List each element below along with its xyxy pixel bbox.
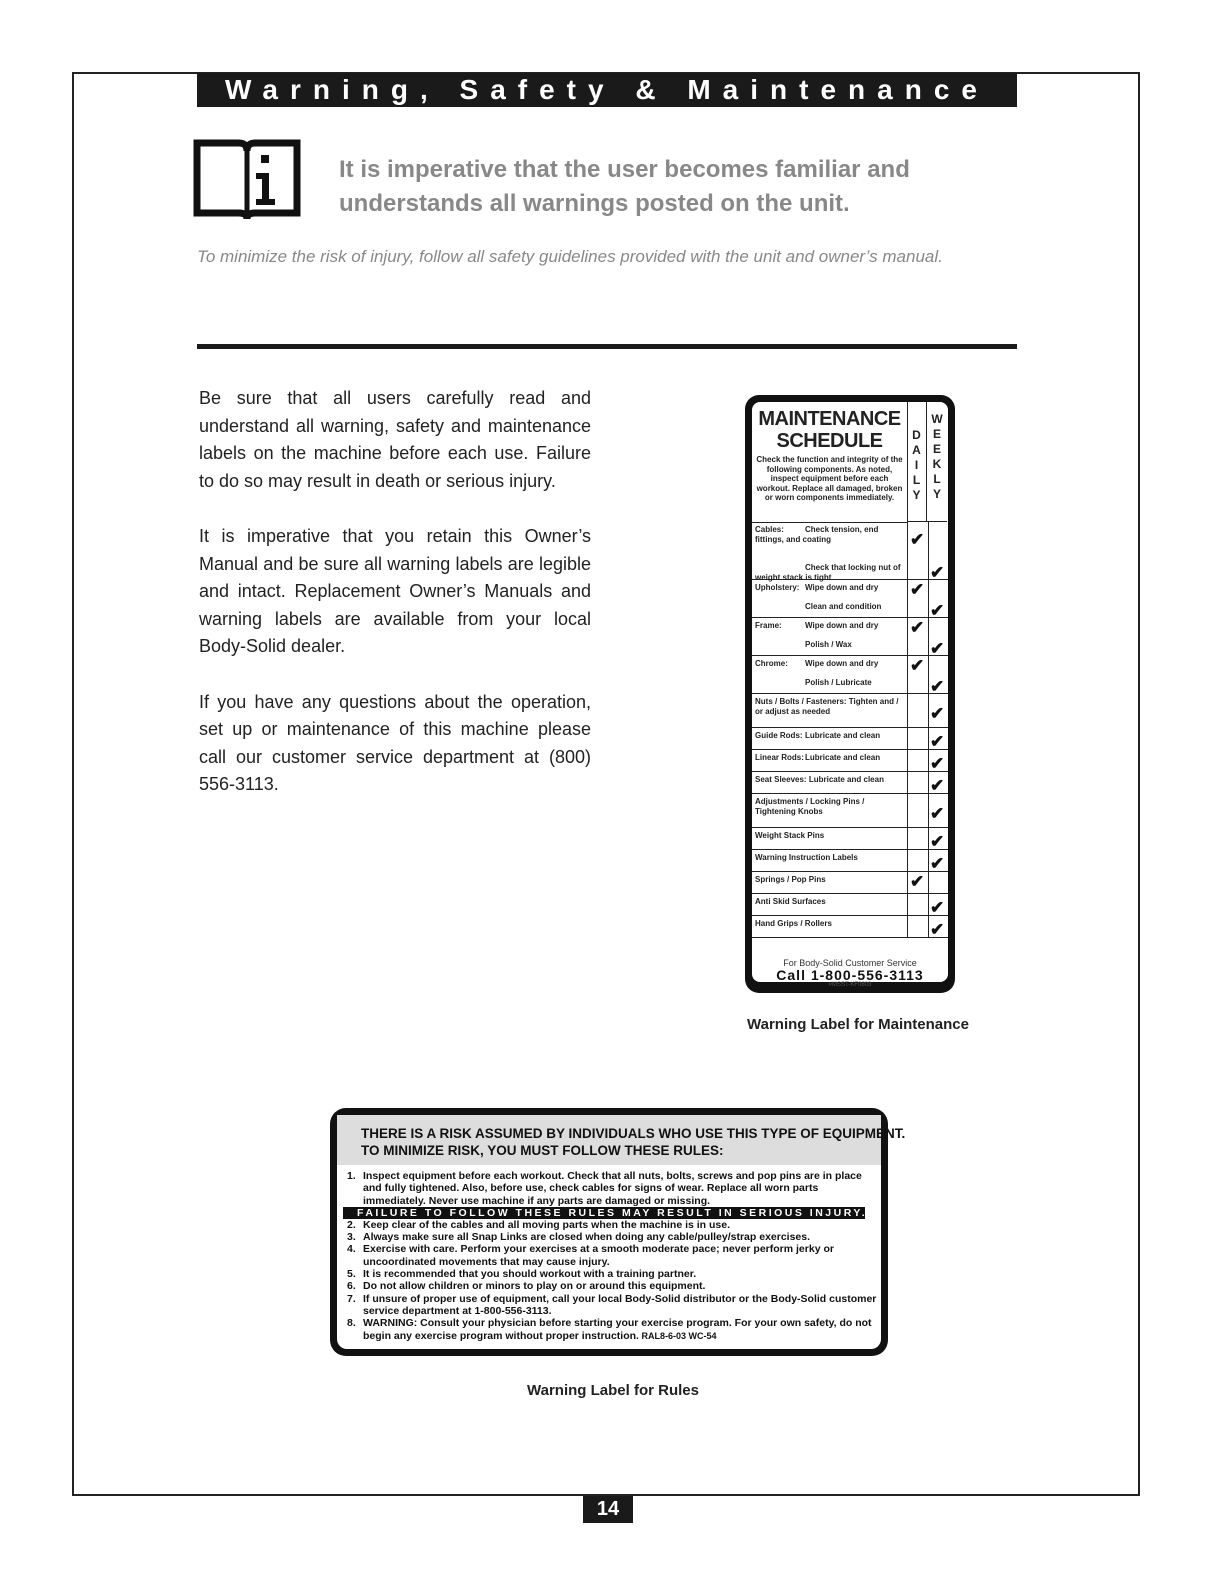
weekly-check-icon: ✔ (930, 703, 945, 723)
section-divider (197, 344, 1017, 349)
rules-label (330, 1108, 906, 1356)
maintenance-item-label: Frame: Wipe down and dry (755, 621, 879, 630)
maintenance-item-label: Weight Stack Pins (755, 831, 825, 840)
maintenance-item-label: Chrome: Wipe down and dry (755, 659, 879, 668)
manual-info-icon (193, 133, 301, 219)
rule-item (347, 1243, 877, 1268)
weekly-check-icon: ✔ (930, 731, 945, 751)
maintenance-row (752, 828, 948, 850)
rule-text: WARNING: Consult your physician before starting your exercise program. For your own safety, do not begin any exercise program without proper instruction. (363, 1317, 872, 1342)
maintenance-header (752, 402, 908, 523)
body-text (199, 385, 591, 827)
daily-cell (907, 637, 929, 655)
daily-cell (907, 599, 929, 617)
rule-number: 5. (347, 1268, 356, 1281)
rules-list (347, 1170, 877, 1342)
rule-text: Do not allow children or minors to play on or around this equipment. (363, 1280, 706, 1293)
rule-item (347, 1280, 877, 1292)
maintenance-item-label: Nuts / Bolts / Fasteners: Tighten and / or adjust as needed (755, 697, 899, 716)
weekly-check-icon: ✔ (930, 753, 945, 773)
maintenance-item-label: Guide Rods: Lubricate and clean (755, 731, 881, 740)
maintenance-item-label: Polish / Wax (805, 640, 852, 649)
rule-item (347, 1170, 877, 1207)
weekly-check-icon: ✔ (930, 831, 945, 851)
maintenance-item-label: Hand Grips / Rollers (755, 919, 832, 928)
maintenance-row (752, 916, 948, 938)
rule-number: 4. (347, 1243, 356, 1256)
daily-check-icon: ✔ (910, 872, 925, 891)
rule-item (347, 1317, 877, 1342)
daily-column-header: D A I L Y (907, 402, 927, 522)
maintenance-label (745, 395, 955, 993)
rule-item (347, 1231, 877, 1243)
daily-cell (907, 728, 929, 749)
paragraph: If you have any questions about the operation, set up or maintenance of this machine please call our customer service department at (800) 556-3113. (199, 691, 591, 794)
maintenance-row (752, 850, 948, 872)
footer-phone: Call 1-800-556-3113 (776, 967, 924, 983)
maintenance-row (752, 872, 948, 894)
maintenance-item-label: Linear Rods:Lubricate and clean (755, 753, 881, 762)
daily-cell (907, 750, 929, 771)
daily-cell (907, 894, 929, 915)
rule-text: If unsure of proper use of equipment, call your local Body-Solid distributor or the Body-Solid customer service department at 1-800-556-3113. (363, 1292, 877, 1317)
rules-header-line: THERE IS A RISK ASSUMED BY INDIVIDUALS WHO USE THIS TYPE OF EQUIPMENT. (361, 1126, 906, 1141)
section-title: Warning, Safety & Maintenance (197, 73, 1017, 107)
daily-cell (907, 916, 929, 937)
rule-text: Exercise with care. Perform your exercises at a smooth moderate pace; never perform jerky or uncoordinated movements that may cause injury. (363, 1243, 834, 1268)
daily-cell (907, 794, 929, 827)
weekly-check-icon: ✔ (930, 639, 945, 658)
maintenance-row (752, 894, 948, 916)
weekly-check-icon: ✔ (930, 853, 945, 873)
maintenance-row (752, 675, 948, 694)
maintenance-item-label: Springs / Pop Pins (755, 875, 826, 884)
rule-number: 7. (347, 1292, 356, 1305)
paragraph: It is imperative that you retain this Owner’s Manual and be sure all warning labels are legible and intact. Replacement Owner’s Manuals and warning labels are available from your local Body-Solid dealer. (199, 526, 591, 656)
footer-code: #MSST-KF0803 (828, 982, 872, 988)
rule-item (347, 1268, 877, 1280)
maintenance-row (752, 522, 948, 560)
rule-item (347, 1219, 877, 1231)
weekly-check-icon: ✔ (930, 803, 945, 823)
maintenance-row (752, 580, 948, 599)
maintenance-item-label: Seat Sleeves: Lubricate and clean (755, 775, 884, 784)
maintenance-item-label: Clean and condition (805, 602, 882, 611)
maintenance-item-label: Polish / Lubricate (805, 678, 872, 687)
daily-cell (907, 850, 929, 871)
weekly-check-icon: ✔ (930, 562, 945, 582)
rule-text: Keep clear of the cables and all moving parts when the machine is in use. (363, 1218, 731, 1231)
maintenance-row (752, 772, 948, 794)
weekly-column-header: W E E K L Y (927, 402, 947, 522)
daily-check-icon: ✔ (910, 618, 925, 637)
maintenance-item-label: Adjustments / Locking Pins / Tightening Knobs (755, 797, 865, 816)
maintenance-row (752, 750, 948, 772)
maintenance-row (752, 694, 948, 728)
rule-item (347, 1293, 877, 1318)
maintenance-item-label: Check that locking nut of weight stack is tight (755, 563, 901, 582)
rule-number: 8. (347, 1317, 356, 1330)
daily-cell (907, 694, 929, 727)
rules-code: RAL8-6-03 WC-54 (638, 1330, 717, 1341)
rule-number: 6. (347, 1280, 356, 1293)
maintenance-footer (752, 958, 948, 989)
maintenance-item-label: Anti Skid Surfaces (755, 897, 826, 906)
daily-check-icon: ✔ (910, 656, 925, 675)
maintenance-item-label: Cables: Check tension, end fittings, and coating (755, 525, 879, 544)
daily-cell (907, 675, 929, 693)
weekly-check-icon: ✔ (930, 775, 945, 795)
daily-cell (907, 772, 929, 793)
maintenance-row (752, 656, 948, 675)
page-number: 14 (583, 1496, 633, 1523)
daily-check-icon: ✔ (910, 580, 925, 599)
maintenance-title: MAINTENANCE SCHEDULE (758, 408, 901, 452)
weekly-check-icon: ✔ (930, 601, 945, 620)
rule-number: 3. (347, 1231, 356, 1244)
maintenance-item-label: Warning Instruction Labels (755, 853, 858, 862)
weekly-check-icon: ✔ (930, 919, 945, 939)
daily-check-icon: ✔ (910, 529, 925, 549)
intro-warning: It is imperative that the user becomes familiar and understands all warnings posted on the unit. (339, 156, 910, 217)
maintenance-row (752, 794, 948, 828)
maintenance-row (752, 637, 948, 656)
rule-number: 2. (347, 1218, 356, 1231)
maintenance-row (752, 560, 948, 580)
maintenance-caption: Warning Label for Maintenance (747, 1016, 969, 1033)
daily-cell (907, 828, 929, 849)
rules-caption: Warning Label for Rules (527, 1382, 699, 1399)
weekly-check-icon: ✔ (930, 897, 945, 917)
paragraph: Be sure that all users carefully read and understand all warning, safety and maintenance labels on the machine before each use. Failure to do so may result in death or serious injury. (199, 388, 591, 491)
maintenance-row (752, 599, 948, 618)
maintenance-description: Check the function and integrity of the following components. As noted, inspect equipment before each workout. Replace all damaged, broken or worn components immediately. (756, 455, 903, 502)
maintenance-row (752, 618, 948, 637)
rule-text: It is recommended that you should workout with a training partner. (363, 1268, 697, 1281)
weekly-check-icon: ✔ (930, 677, 945, 696)
rules-header (337, 1115, 906, 1165)
rule-number: 1. (347, 1170, 356, 1182)
maintenance-row (752, 728, 948, 750)
rule-text: Inspect equipment before each workout. Check that all nuts, bolts, screws and pop pins are in place and fully tightened. Also, before use, check cables for signs of wear. Replace all worn parts immediately. Never use machine if any parts are damaged or missing. (363, 1170, 862, 1207)
rules-warning-banner: FAILURE TO FOLLOW THESE RULES MAY RESULT IN SERIOUS INJURY. (343, 1207, 865, 1219)
rule-text: Always make sure all Snap Links are closed when doing any cable/pulley/strap exercises. (363, 1231, 811, 1244)
intro-guideline: To minimize the risk of injury, follow all safety guidelines provided with the unit and owner’s manual. (197, 247, 943, 266)
maintenance-item-label: Upholstery: Wipe down and dry (755, 583, 879, 592)
footer-service-text: For Body-Solid Customer Service (783, 958, 917, 968)
rules-header-line: TO MINIMIZE RISK, YOU MUST FOLLOW THESE RULES: (361, 1143, 724, 1158)
daily-cell (907, 560, 929, 579)
